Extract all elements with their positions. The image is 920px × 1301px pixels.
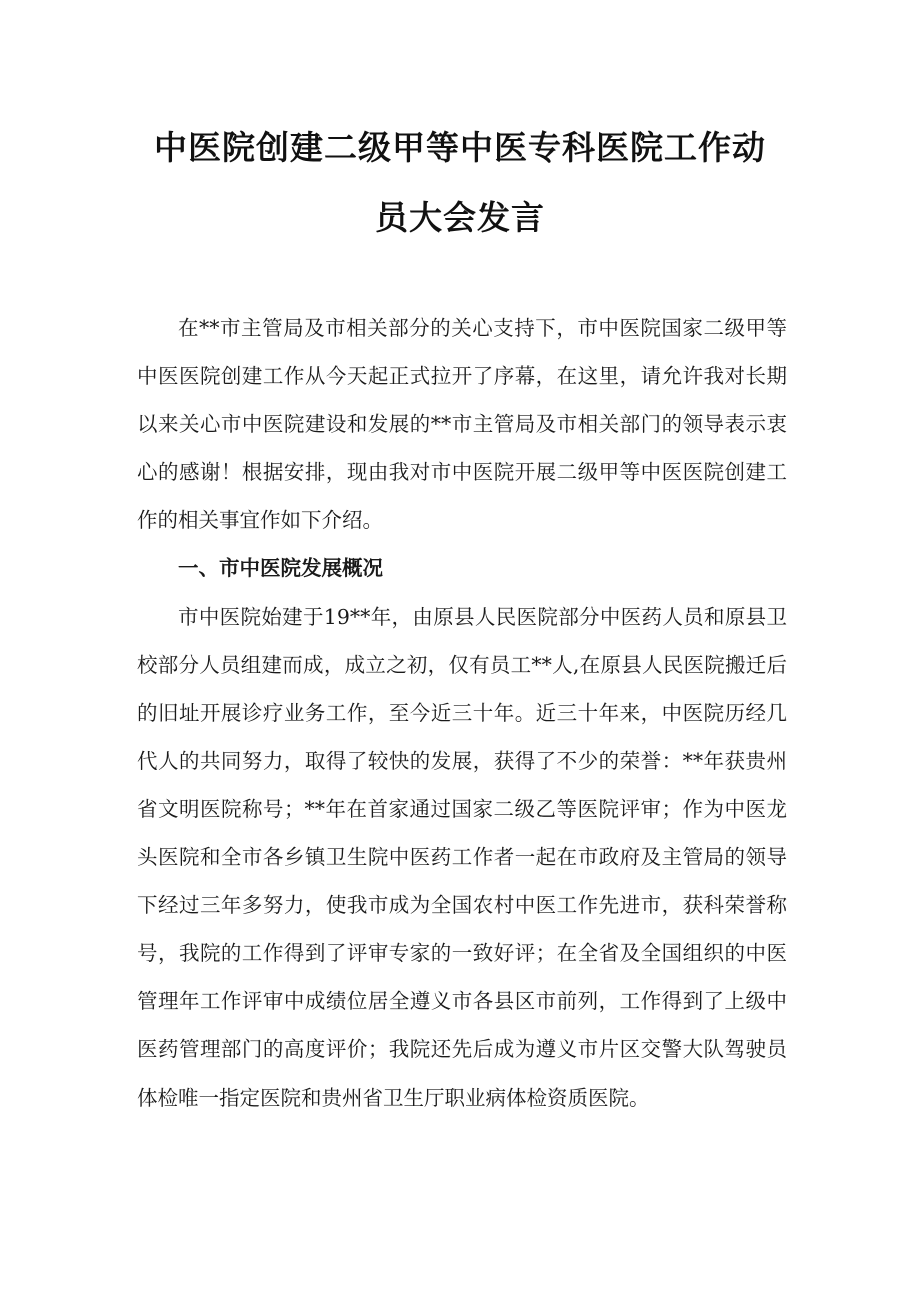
- document-title-line-2: 员大会发言: [375, 198, 545, 237]
- document-body: [137, 304, 787, 1122]
- document-title-line-1: 中医院创建二级甲等中医专科医院工作动: [154, 128, 766, 167]
- hospital-overview-paragraph: 市中医院始建于19**年，由原县人民医院部分中医药人员和原县卫校部分人员组建而成，成立之初，仅有员工**人,在原县人民医院搬迁后的旧址开展诊疗业务工作，至今近三十年。近三十年来，中医院历经几代人的共同努力，取得了较快的发展，获得了不少的荣誉：**年获贵州省文明医院称号；**年在首家通过国家二级乙等医院评审；作为中医龙头医院和全市各乡镇卫生院中医药工作者一起在市政府及主管局的领导下经过三年多努力，使我市成为全国农村中医工作先进市，获科荣誉称号，我院的工作得到了评审专家的一致好评；在全省及全国组织的中医管理年工作评审中成绩位居全遵义市各县区市前列，工作得到了上级中医药管理部门的高度评价；我院还先后成为遵义市片区交警大队驾驶员体检唯一指定医院和贵州省卫生厅职业病体检资质医院。: [137, 604, 787, 1110]
- section-heading: 一、市中医院发展概况: [178, 556, 383, 581]
- intro-paragraph: 在**市主管局及市相关部分的关心支持下，市中医院国家二级甲等中医医院创建工作从今天起正式拉开了序幕，在这里，请允许我对长期以来关心市中医院建设和发展的**市主管局及市相关部门的领导表示衷心的感谢！根据安排，现由我对市中医院开展二级甲等中医医院创建工作的相关事宜作如下介绍。: [137, 316, 787, 533]
